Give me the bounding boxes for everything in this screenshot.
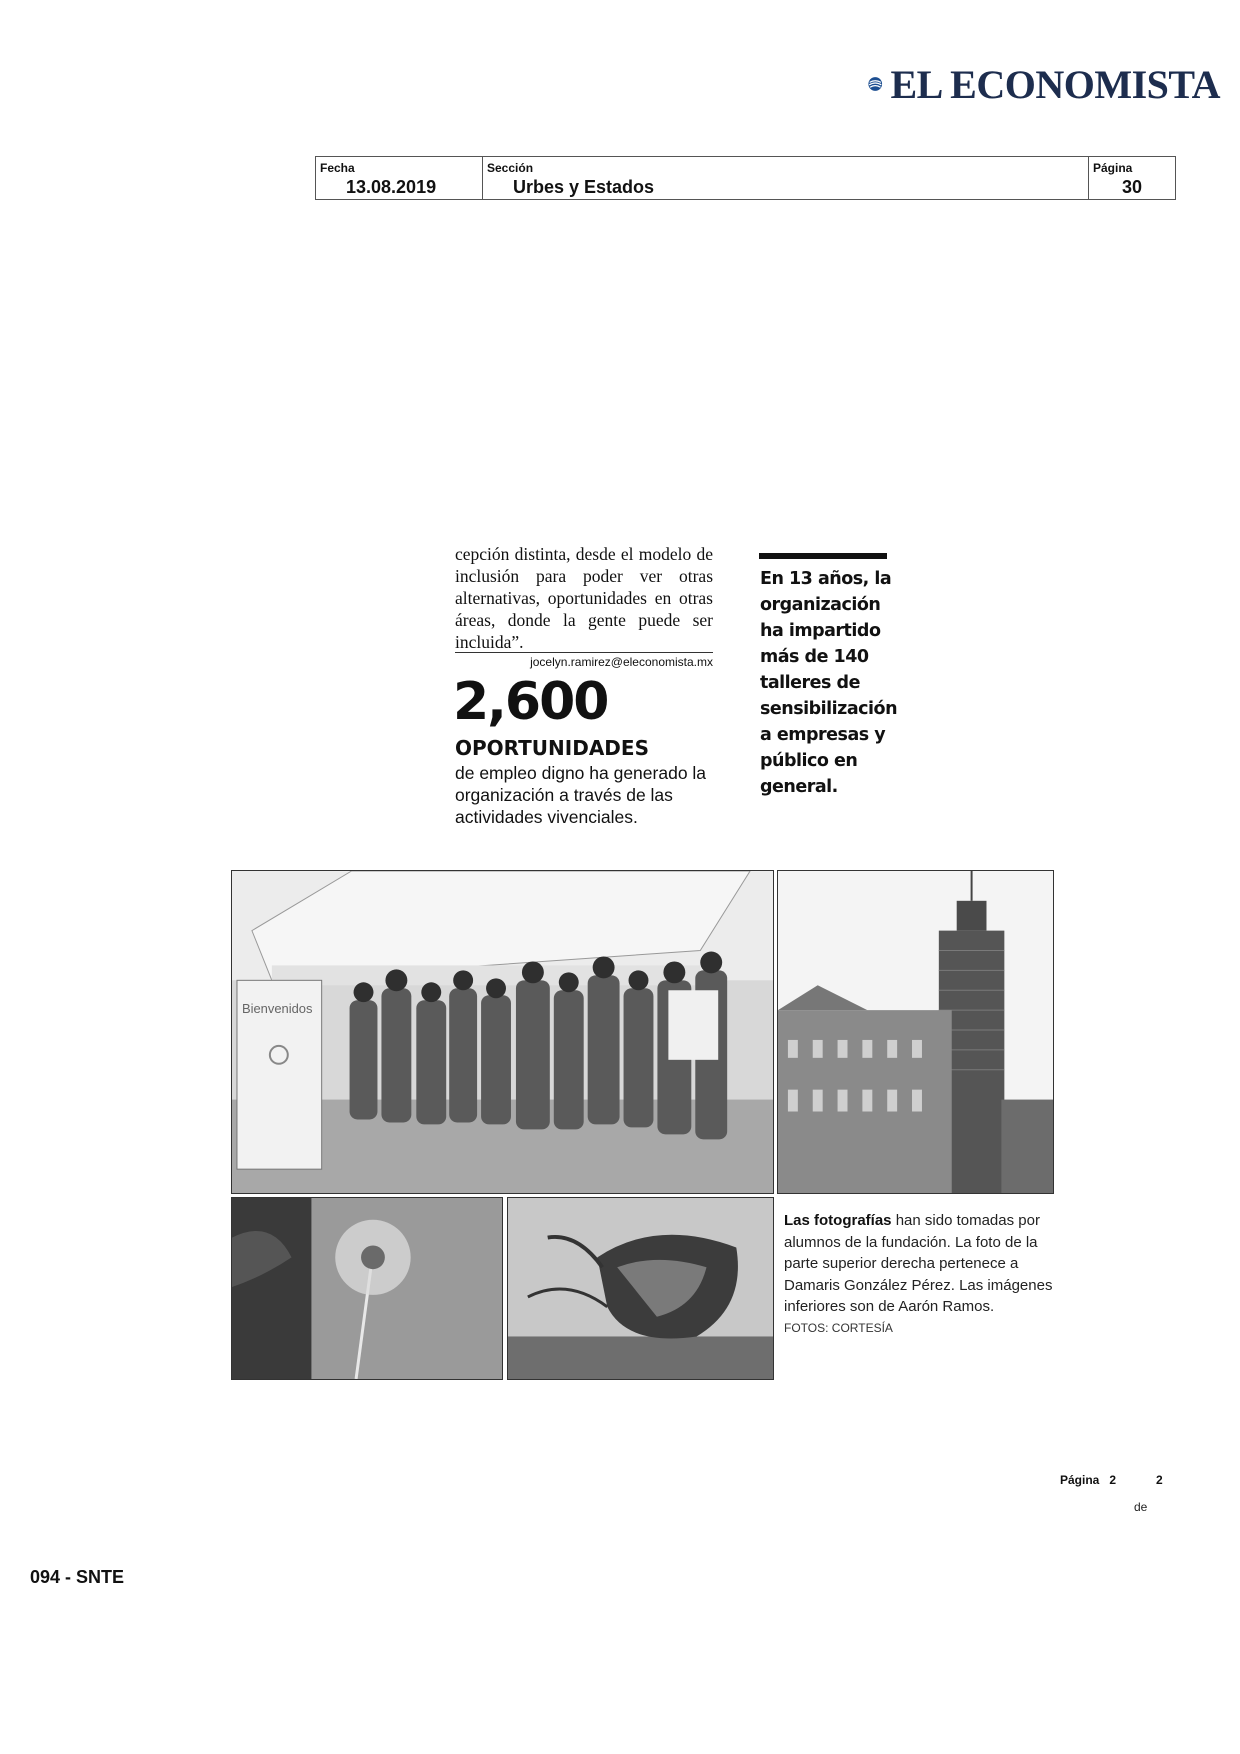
caption-text: han sido tomadas por alumnos de la fundación. La foto de la parte superior derecha pertenece a Damaris González Pérez. Las imágenes inferiores son de Aarón Ramos. xyxy=(784,1212,1053,1315)
footer-stray-text: de xyxy=(1134,1500,1148,1514)
pull-quote-rule xyxy=(759,553,887,559)
stat-title: OPORTUNIDADES xyxy=(455,736,649,760)
article-body-text: cepción distinta, desde el modelo de inclusión para poder ver otras alternativas, oportunidades en otras áreas, donde la gente puede ser incluida”. xyxy=(455,544,713,652)
page-cell xyxy=(1089,157,1175,199)
photo-caption xyxy=(784,1210,1054,1318)
source-label: 094 - SNTE xyxy=(30,1567,125,1587)
logo-globe-icon xyxy=(868,66,883,102)
caption-lead: Las fotografías xyxy=(784,1212,892,1229)
clipping-info-header xyxy=(315,156,1176,200)
photo-credit: FOTOS: CORTESÍA xyxy=(784,1321,893,1335)
section-value: Urbes y Estados xyxy=(513,177,655,197)
dandelion-photo xyxy=(231,1197,503,1380)
footer-page-total: 2 xyxy=(1156,1473,1163,1487)
section-label: Sección xyxy=(487,161,534,175)
masthead-name: EL ECONOMISTA xyxy=(890,61,1220,107)
masthead-logo xyxy=(868,62,1220,106)
footer-page-label: Página xyxy=(1060,1473,1100,1487)
page-value: 30 xyxy=(1122,177,1143,197)
author-email: jocelyn.ramirez@eleconomista.mx xyxy=(455,652,713,669)
date-value: 13.08.2019 xyxy=(346,177,437,197)
page-label: Página xyxy=(1093,161,1133,175)
date-cell xyxy=(316,157,483,199)
stat-description: de empleo digno ha generado la organización a través de las actividades vivenciales. xyxy=(455,763,707,827)
page-footer xyxy=(1060,1473,1163,1487)
flower-photo xyxy=(507,1197,774,1380)
group-photo xyxy=(231,870,774,1194)
section-cell xyxy=(483,157,1089,199)
banner-welcome-text: Bienvenidos xyxy=(241,1001,313,1017)
pull-quote: En 13 años, la organización ha impartido más de 140 talleres de sensibilización a empresas y público en general. xyxy=(760,569,898,797)
date-label: Fecha xyxy=(320,161,355,175)
footer-page-number: 2 xyxy=(1109,1473,1117,1487)
tower-photo xyxy=(777,870,1054,1194)
stat-number: 2,600 xyxy=(453,672,608,732)
